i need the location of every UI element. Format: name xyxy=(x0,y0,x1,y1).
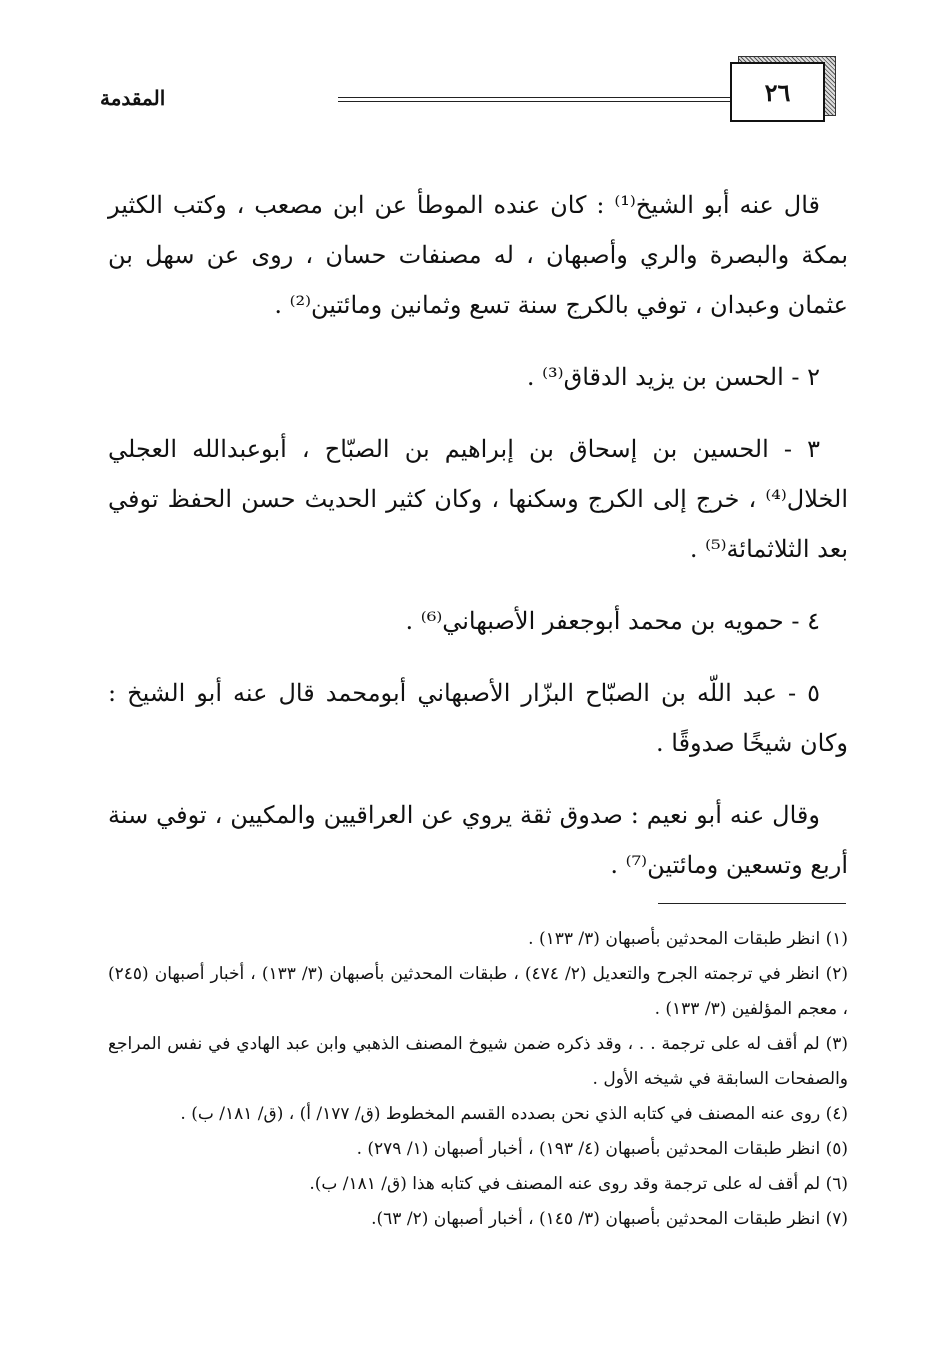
paragraph-entry-2: ٢ - الحسن بن يزيد الدقاق⁽³⁾ . xyxy=(526,363,820,391)
footnotes xyxy=(108,922,848,1237)
page-number-box xyxy=(730,62,825,122)
footnote-separator xyxy=(658,903,846,904)
page-number: ٢٦ xyxy=(764,77,791,107)
footnote-4: (٤) روى عنه المصنف في كتابه الذي نحن بصدده القسم المخطوط (ق/ ١٧٧/ أ) ، (ق/ ١٨١/ ب) . xyxy=(180,1104,848,1124)
header-rule-top xyxy=(338,97,730,98)
footnote-6: (٦) لم أقف له على ترجمة وقد روى عنه المصنف في كتابه هذا (ق/ ١٨١/ ب). xyxy=(309,1174,848,1194)
paragraph-abu-nuaym-quote: وقال عنه أبو نعيم : صدوق ثقة يروي عن العراقيين والمكيين ، توفي سنة أربع وتسعين ومائتين⁽⁷⁾ . xyxy=(108,801,848,879)
footnote-3: (٣) لم أقف له على ترجمة . . ، وقد ذكره ضمن شيوخ المصنف الذهبي وابن عبد الهادي في نفس المراجع والصفحات السابقة في شيخه الأول . xyxy=(108,1034,848,1089)
footnote-5: (٥) انظر طبقات المحدثين بأصبهان (٤/ ١٩٣) ، أخبار أصبهان (١/ ٢٧٩) . xyxy=(356,1139,848,1159)
paragraph-abu-al-shaykh-quote: قال عنه أبو الشيخ⁽¹⁾ : كان عنده الموطأ عن ابن مصعب ، وكتب الكثير بمكة والبصرة والري وأصبهان ، له مصنفات حسان ، روى عن سهل بن عثمان وعبدان ، توفي بالكرج سنة تسع وثمانين ومائتين⁽²⁾ . xyxy=(108,191,848,319)
footnote-7: (٧) انظر طبقات المحدثين بأصبهان (٣/ ١٤٥) ، أخبار أصبهان (٢/ ٦٣). xyxy=(371,1209,848,1229)
paragraph-entry-4: ٤ - حمويه بن محمد أبوجعفر الأصبهاني⁽⁶⁾ . xyxy=(405,607,820,635)
footnote-2: (٢) انظر في ترجمته الجرح والتعديل (٢/ ٤٧٤) ، طبقات المحدثين بأصبهان (٣/ ١٣٣) ، أخبار أصبهان (٢٤٥) ، معجم المؤلفين (٣/ ١٣٣) . xyxy=(108,964,849,1019)
main-text xyxy=(108,180,848,912)
paragraph-entry-3: ٣ - الحسين بن إسحاق بن إبراهيم بن الصبّاح ، أبوعبدالله العجلي الخلال⁽⁴⁾ ، خرج إلى الكرج وسكنها ، وكان كثير الحديث حسن الحفظ توفي بعد الثلاثمائة⁽⁵⁾ . xyxy=(108,435,848,563)
header-rule-bottom xyxy=(338,101,730,102)
footnote-1: (١) انظر طبقات المحدثين بأصبهان (٣/ ١٣٣) . xyxy=(528,929,848,949)
section-title: المقدمة xyxy=(100,86,166,110)
paragraph-entry-5: ٥ - عبد اللّه بن الصبّاح البزّار الأصبهاني أبومحمد قال عنه أبو الشيخ : وكان شيخًا صدوقًا . xyxy=(108,679,848,757)
